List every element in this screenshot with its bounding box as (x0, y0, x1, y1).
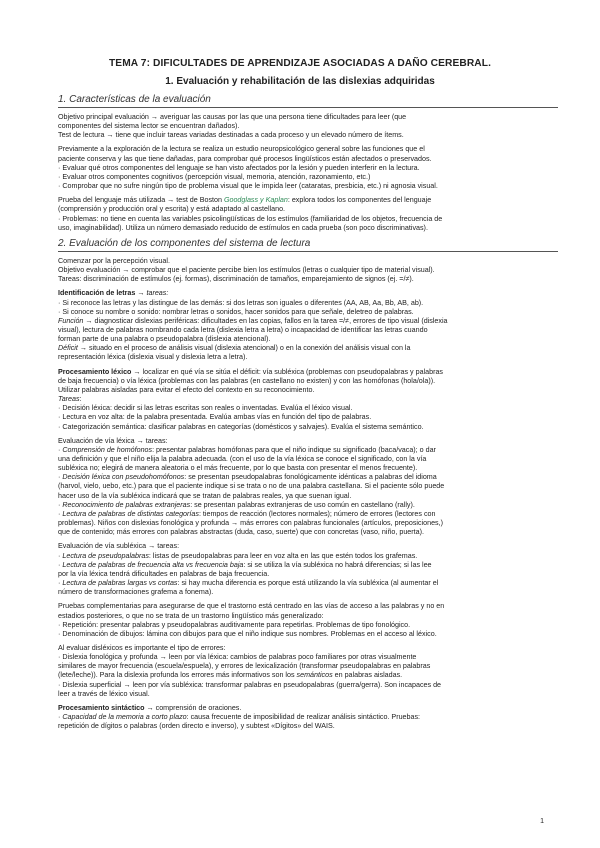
section-heading-2: 2. Evaluación de los componentes del sistema de lectura (58, 238, 558, 252)
text-span: : tiempos de reacción (lectores normales); número de errores (lectores con (198, 509, 436, 518)
text-span: → situado en el proceso de análisis visual (dislexia atencional) o en la conexión del análisis visual con la (77, 344, 411, 353)
text-line: Previamente a la exploración de la lectura se realiza un estudio neuropsicológico general sobre las funciones que el (58, 145, 425, 154)
text-line: estadios posteriores, o que no se trata de un trastorno lingüístico más generalizado: (58, 611, 324, 620)
paragraph-perception (58, 257, 558, 284)
italic-label: Reconocimiento de palabras extranjeras (62, 500, 191, 509)
text-line (58, 317, 558, 326)
text-line: · Dislexia superficial → leen por vía subléxica: transformar palabras en pseudopalabras (guerra/gerra). Son incapaces de (58, 680, 442, 689)
text-line: componentes del sistema lector se encuentran dañados). (58, 122, 240, 131)
text-line: número de transformaciones grafema a fonema). (58, 588, 214, 597)
text-line: · Denominación de dibujos: lámina con dibujos para que el niño indique sus nombres. Problemas en el acceso al léxico. (58, 629, 437, 638)
text-line: representación léxica (dislexia visual y dislexia letra a letra). (58, 353, 248, 362)
text-span: en palabras aisladas. (332, 671, 403, 680)
text-line: que de contenido; más errores con palabras abstractas (duda, caso, suerte) que con concretas (vaso, niño, puerta). (58, 528, 424, 537)
text-line: de baja frecuencia) o vía léxica (problemas con las palabras (en castellano no existen) y con las homófonas (hola/ola)). (58, 376, 436, 385)
text-line: · Lectura de palabras de frecuencia alta vs frecuencia baja: si se utiliza la vía subléxica no habrá diferencias; si las lee (58, 560, 432, 569)
text-line: · Evaluar otros componentes cognitivos (percepción visual, memoria, atención, razonamiento, etc.) (58, 172, 371, 181)
document-subtitle: 1. Evaluación y rehabilitación de las dislexias adquiridas (165, 76, 435, 87)
text-line: · Lectura de palabras de distintas categorías: tiempos de reacción (lectores normales); número de errores (lectores con (58, 509, 436, 518)
text-line: Al evaluar disléxicos es importante el tipo de errores: (58, 643, 226, 652)
text-span: : si se utiliza la vía subléxica no habrá diferencias; si las lee (243, 560, 432, 569)
text-line: una definición y que el niño elija la palabra adecuada. (con el uso de la vía léxica se conoce el significado, con la vía (58, 455, 427, 463)
text-line (58, 196, 558, 205)
paragraph-objective (58, 113, 558, 140)
text-span: Prueba del lenguaje más utilizada → test de Boston (58, 196, 224, 205)
italic-label: Lectura de palabras largas vs cortas (62, 579, 178, 588)
text-line: leer a través de léxico visual. (58, 689, 150, 698)
text-line: · Categorización semántica: clasificar palabras en categorías (domésticos y salvajes). Evalúa el sistema semántico. (58, 422, 424, 431)
text-line: uso, imaginabilidad). Utiliza un número demasiado reducido de estímulos en cada prueba (son poco discriminativas). (58, 223, 428, 232)
paragraph-error-types (58, 644, 558, 699)
paragraph-neuropsych (58, 145, 558, 191)
text-line: hacer uso de la vía subléxica indicará que se tratan de palabras reales, ya que suenan igual. (58, 491, 352, 500)
text-line: · Problemas: no tiene en cuenta las variables psicolingüísticas de los estímulos (familiaridad de los objetos, frecuencia de (58, 214, 443, 223)
text-span: → tareas: (135, 289, 169, 298)
text-line: repetición de dígitos o palabras (orden directo e inverso), y subtest «Dígitos» del WAIS. (58, 722, 335, 731)
text-line: · Capacidad de la memoria a corto plazo: causa frecuente de imposibilidad de realizar análisis sintáctico. Pruebas: (58, 713, 421, 722)
text-span: : listas de pseudopalabras para leer en voz alta en las que estén todos los grafemas. (148, 551, 418, 560)
text-span: → diagnosticar dislexias periféricas: dificultades en las copias, fallos en la tarea =/≠, errores de tipo visual (dislexia (83, 316, 448, 325)
text-line: Tareas: discriminación de estímulos (ej. formas), discriminación de tamaños, emparejamiento de signos (ej. =/≠). (58, 275, 414, 284)
text-line: · Si conoce su nombre o sonido: nombrar letras o sonidos, hacer sonidos para que señale, deletreo de palabras. (58, 307, 414, 316)
text-line: problemas). Niños con dislexias fonológica y profunda → más errores con palabras funcionales (artículos, preposiciones,) (58, 519, 443, 528)
text-line: · Dislexia fonológica y profunda → leen por vía léxica: cambios de palabras poco familiares por otras visualmente (58, 653, 417, 662)
text-line: · Si reconoce las letras y las distingue de las demás: si dos letras son iguales o diferentes (AA, AB, Aa, Bb, AB, ab). (58, 298, 424, 307)
text-line (58, 289, 558, 298)
paragraph-letter-identification (58, 289, 558, 362)
text-span: (lete/leche)). Para la dislexia profunda los errores más informativos son los (58, 671, 297, 680)
text-line: subléxica no; elegirá de manera aleatoria o el más frecuente, por lo que basta con presentar el menos frecuente). (58, 464, 418, 473)
text-line: · Reconocimiento de palabras extranjeras: se presentan palabras extranjeras de uso común en castellano (rally). (58, 500, 415, 509)
text-line (58, 671, 558, 680)
text-line: Objetivo evaluación → comprobar que el paciente percibe bien los estímulos (letras o cualquier tipo de material visual). (58, 266, 435, 275)
text-line: (comprensión y producción oral y escrita) y está adaptado al castellano. (58, 205, 286, 214)
text-line: Utilizar palabras aisladas para evitar el efecto del contexto en su reconocimiento. (58, 385, 315, 394)
italic-label: Capacidad de la memoria a corto plazo (62, 713, 187, 722)
paragraph-sublexical-route (58, 542, 558, 597)
text-line: · Comprensión de homófonos: presentar palabras homófonas para que el niño indique su significado (baca/vaca); o dar (58, 445, 436, 454)
italic-label: Lectura de pseudopalabras (62, 551, 149, 560)
text-line: por la vía léxica tendrá dificultades en palabras de baja frecuencia. (58, 569, 270, 578)
text-line: Pruebas complementarias para asegurarse de que el trastorno está centrado en las vías de acceso a las palabras y no en (58, 602, 445, 611)
text-span: : se presentan palabras extranjeras de uso común en castellano (rally). (190, 500, 415, 509)
text-line: Evaluación de vía léxica → tareas: (58, 436, 168, 445)
paragraph-lexical-processing (58, 368, 558, 432)
text-line (58, 704, 558, 713)
text-line: Evaluación de vía subléxica → tareas: (58, 542, 180, 551)
text-line: similares de mayor frecuencia (escuela/espuela), y errores de lexicalización (transformar pseudopalabras en palabras (58, 662, 431, 671)
text-line: Tareas: (58, 395, 82, 404)
italic-label: Déficit (58, 344, 78, 353)
text-span: → comprensión de oraciones. (144, 703, 242, 712)
document-title: TEMA 7: DIFICULTADES DE APRENDIZAJE ASOCIADAS A DAÑO CEREBRAL. (108, 58, 491, 69)
paragraph-lexical-route (58, 437, 558, 538)
italic-label: Tareas (58, 395, 80, 404)
text-line: · Comprobar que no sufre ningún tipo de problema visual que le impida leer (cataratas, presbicia, etc.) ni agnosia visual. (58, 182, 438, 191)
text-span: : explora todos los componentes del lenguaje (287, 196, 432, 205)
text-span: : presentar palabras homófonas para que el niño indique su significado (baca/vaca); o dar (152, 445, 436, 454)
section-heading-1: 1. Características de la evaluación (58, 94, 558, 108)
document-body (58, 94, 558, 736)
text-line: · Evaluar qué otros componentes del lenguaje se han visto afectados por la lesión y pueden interferir en la lectura. (58, 163, 420, 172)
text-line: Comenzar por la percepción visual. (58, 256, 170, 265)
text-span: : si hay mucha diferencia es porque está utilizando la vía subléxica (al aumentar el (177, 579, 439, 588)
text-line: Test de lectura → tiene que incluir tareas variadas destinadas a cada proceso y un elevado número de ítems. (58, 131, 404, 140)
text-line (58, 368, 558, 377)
bold-label: Procesamiento léxico (58, 367, 132, 376)
bold-label: Identificación de letras (58, 289, 136, 298)
text-line (58, 344, 558, 353)
text-span: : causa frecuente de imposibilidad de realizar análisis sintáctico. Pruebas: (186, 713, 421, 722)
text-line: · Decisión léxica: decidir si las letras escritas son reales o inventadas. Evalúa el léxico visual. (58, 404, 353, 413)
italic-label: Decisión léxica con pseudohomófonos (62, 473, 185, 482)
text-line: · Lectura en voz alta: de la palabra presentada. Evalúa ambas vías en función del tipo de palabras. (58, 413, 372, 422)
italic-label: Lectura de palabras de distintas categorías (62, 509, 199, 518)
text-span: → localizar en qué vía se sitúa el déficit: vía subléxica (problemas con pseudopalabras y palabras (131, 367, 444, 376)
text-line: · Lectura de palabras largas vs cortas: si hay mucha diferencia es porque está utilizando la vía subléxica (al aumentar el (58, 579, 439, 588)
text-line: · Decisión léxica con pseudohomófonos: se presentan pseudopalabras fonológicamente idénticas a palabras del idioma (58, 473, 437, 482)
paragraph-syntactic-processing (58, 704, 558, 731)
text-line: (harvol, vielo, uebo, etc.) para que el paciente indique si se trata o no de una palabra castellana. Si el paciente sólo puede (58, 482, 445, 491)
text-line: paciente conserva y las que tiene dañadas, para comprobar qué procesos lingüísticos están afectados o preservados. (58, 154, 432, 163)
bold-label: Procesamiento sintáctico (58, 703, 145, 712)
text-line: · Repetición: presentar palabras y pseudopalabras auditivamente para repetirlas. Problemas de tipo fonológico. (58, 620, 411, 629)
page-number: 1 (540, 818, 544, 825)
text-line: visual), lectura de palabras nombrando cada letra (dislexia letra a letra) o incapacidad de identificar las letras cuando (58, 325, 428, 334)
text-line: forman parte de una palabra o pseudopalabra (dislexia atencional). (58, 335, 271, 344)
text-span: : se presentan pseudopalabras fonológicamente idénticas a palabras del idioma (184, 473, 437, 482)
italic-word: semánticos (296, 671, 333, 680)
italic-label: Lectura de palabras de frecuencia alta vs frecuencia baja (62, 560, 244, 569)
authors-highlight: Goodglass y Kaplan (223, 196, 288, 205)
paragraph-complementary-tests (58, 602, 558, 639)
text-line: Objetivo principal evaluación → averiguar las causas por las que una persona tiene dificultades para leer (que (58, 113, 407, 121)
italic-label: Función (58, 316, 84, 325)
paragraph-boston (58, 196, 558, 233)
text-line: · Lectura de pseudopalabras: listas de pseudopalabras para leer en voz alta en las que estén todos los grafemas. (58, 551, 418, 560)
italic-label: Comprensión de homófonos (62, 445, 153, 454)
